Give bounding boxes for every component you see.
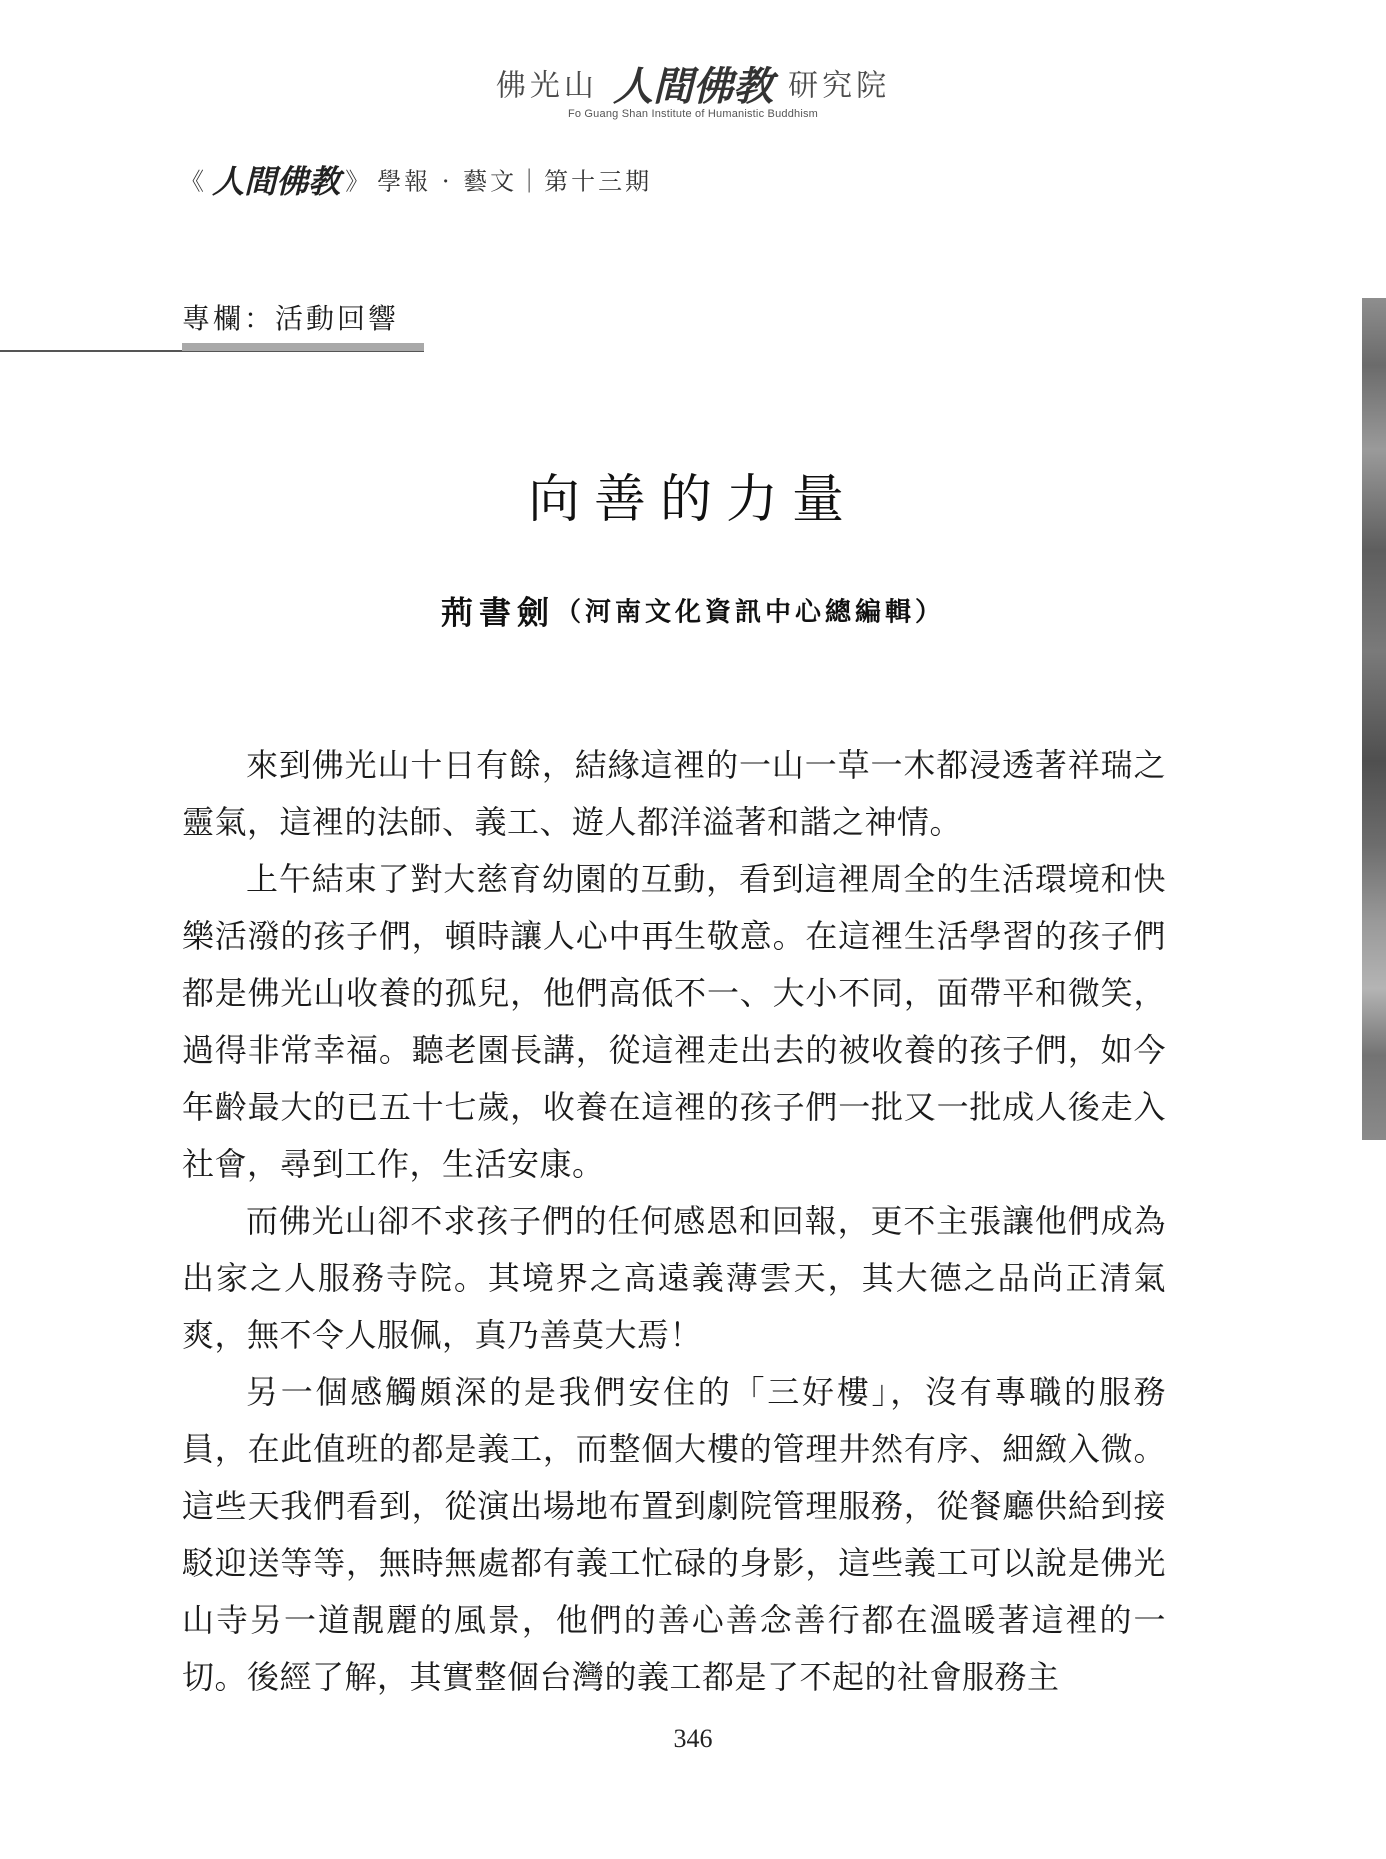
body-paragraph: 而佛光山卻不求孩子們的任何感恩和回報，更不主張讓他們成為出家之人服務寺院。其境界之高遠義薄雲天，其大德之品尚正清氣爽，無不令人服佩，真乃善莫大焉！ bbox=[182, 1202, 1166, 1354]
author-line bbox=[0, 592, 1386, 633]
article-title: 向善的力量 bbox=[527, 470, 858, 530]
journal-issue-info: 學報 · 藝文｜第十三期 bbox=[377, 167, 653, 196]
column-underline bbox=[182, 343, 424, 351]
article-body bbox=[182, 737, 1166, 1706]
institute-english-name: Fo Guang Shan Institute of Humanistic Buddhism bbox=[567, 108, 819, 120]
edge-photo-strip bbox=[1362, 298, 1386, 1140]
body-paragraph: 上午結束了對大慈育幼園的互動，看到這裡周全的生活環境和快樂活潑的孩子們，頓時讓人心中再生敬意。在這裡生活學習的孩子們都是佛光山收養的孤兒，他們高低不一、大小不同，面帶平和微笑，過得非常幸福。聽老園長講，從這裡走出去的被收養的孩子們，如今年齡最大的已五十七歲，收養在這裡的孩子們一批又一批成人後走入社會，尋到工作，生活安康。 bbox=[182, 860, 1166, 1183]
body-paragraph: 來到佛光山十日有餘，結緣這裡的一山一草一木都浸透著祥瑞之靈氣，這裡的法師、義工、遊人都洋溢著和諧之神情。 bbox=[182, 746, 1166, 841]
author-name: 荊書劍 bbox=[440, 593, 555, 632]
body-paragraph: 另一個感觸頗深的是我們安住的「三好樓」，沒有專職的服務員，在此值班的都是義工，而整個大樓的管理井然有序、細緻入微。這些天我們看到，從演出場地布置到劇院管理服務，從餐廳供給到接駁迎送等等，無時無處都有義工忙碌的身影，這些義工可以說是佛光山寺另一道靚麗的風景，他們的善心善念善行都在溫暖著這裡的一切。後經了解，其實整個台灣的義工都是了不起的社會服務主 bbox=[182, 1373, 1166, 1696]
journal-bracket-close: 》 bbox=[345, 167, 373, 196]
page-number: 346 bbox=[673, 1724, 713, 1753]
institute-prefix: 佛光山 bbox=[495, 68, 598, 104]
column-label: 專欄：活動回響 bbox=[182, 302, 400, 335]
institute-suffix: 研究院 bbox=[788, 68, 891, 104]
author-affiliation: （河南文化資訊中心總編輯） bbox=[555, 597, 946, 628]
institute-brand-logo: 人間佛教 bbox=[613, 62, 773, 110]
journal-header bbox=[180, 160, 652, 203]
journal-bracket-open: 《 bbox=[180, 167, 207, 196]
institute-header bbox=[0, 62, 1386, 111]
journal-brand-logo: 人間佛教 bbox=[212, 162, 341, 201]
